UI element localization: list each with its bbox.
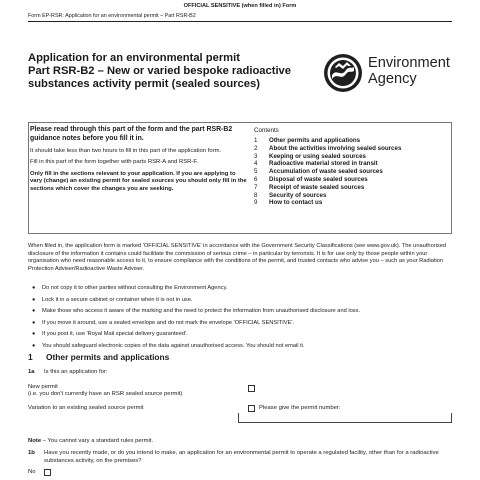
- contents-item-number: 8: [254, 191, 258, 199]
- contents-item-number: 4: [254, 160, 258, 168]
- list-item: [28, 341, 452, 353]
- list-item: [28, 306, 452, 318]
- header-divider: [28, 21, 452, 22]
- section-1-heading: [28, 352, 169, 362]
- contents-item-label: About the activities involving sealed sources: [269, 144, 402, 152]
- contents-item[interactable]: [254, 184, 450, 192]
- bullet-text: If you move it around, use a sealed envelope and do not mark the envelope 'OFFICIAL SENSITIVE'.: [42, 319, 295, 326]
- contents-item-label: How to contact us: [269, 199, 323, 207]
- note-label: Note: [28, 438, 42, 444]
- contents-item-number: 9: [254, 199, 258, 207]
- contents-item-number: 7: [254, 183, 258, 191]
- question-1a: [28, 369, 108, 375]
- logo-line-2: Agency: [368, 70, 417, 87]
- question-number: 1a: [28, 369, 35, 375]
- permit-number-field[interactable]: [238, 413, 452, 423]
- environment-agency-logo-icon: [323, 53, 363, 93]
- question-number: 1b: [28, 450, 35, 456]
- security-intro: When filled in, the application form is marked 'OFFICIAL SENSITIVE' in accordance with the Government Security Classifications (see www.gov.uk). The unauthorised disclosure of the information it contains could facilitate the commission of serious crime – in particular by terrorists. It is for use only by those people within your organisation who need reasonable access to it, to ensure compliance with the conditions of the permit, and trusted contacts who advise you – such as your Radiation Protection Adviser/Radioactive Waste Adviser.: [28, 243, 447, 272]
- contents-item[interactable]: [254, 137, 450, 145]
- new-permit-checkbox[interactable]: [248, 385, 255, 392]
- section-number: 1: [28, 352, 33, 362]
- contents-item[interactable]: [254, 168, 450, 176]
- contents-item[interactable]: [254, 192, 450, 200]
- contents-title: Contents: [254, 127, 279, 134]
- contents-item-label: Radioactive material stored in transit: [269, 160, 378, 168]
- security-bullets: [28, 283, 452, 353]
- logo-line-1: Environment: [368, 55, 450, 71]
- permit-number-prompt: Please give the permit number:: [259, 405, 341, 411]
- environment-agency-logo: [323, 53, 455, 93]
- guidance-lead: Please read through this part of the form and the part RSR-B2 guidance notes before you fill it in.: [30, 126, 233, 142]
- list-item: [28, 329, 452, 341]
- bullet-text: Lock it in a secure cabinet or container when it is not in use.: [42, 296, 193, 303]
- page-title: [28, 52, 298, 92]
- question-text: Is this an application for:: [44, 369, 108, 375]
- contents-item-label: Receipt of waste sealed sources: [269, 183, 365, 191]
- guidance-time: It should take less than two hours to fill in this part of the application form.: [30, 147, 222, 154]
- no-option-label: No: [28, 469, 36, 475]
- contents-item-label: Disposal of waste sealed sources: [269, 175, 368, 183]
- option-variation-label: Variation to an existing sealed source permit: [28, 405, 144, 411]
- no-checkbox[interactable]: [44, 469, 51, 476]
- logo-wordmark: [368, 56, 450, 87]
- bullet-text: You should safeguard electronic copies of the data against unauthorised access. You should not email it.: [42, 342, 305, 349]
- bullet-icon: ●: [32, 285, 36, 291]
- note-text: – You cannot vary a standard rules permit.: [41, 438, 154, 444]
- title-line-2: Part RSR-B2 – New or varied bespoke radioactive substances activity permit (sealed sources): [28, 65, 292, 91]
- contents-item[interactable]: [254, 199, 450, 207]
- list-item: [28, 318, 452, 330]
- bullet-text: Do not copy it to other parties without consulting the Environment Agency.: [42, 285, 228, 291]
- guidance-parts: Fill in this part of the form together with parts RSR-A and RSR-F.: [30, 159, 198, 166]
- bullet-icon: ●: [32, 296, 36, 303]
- contents-item-label: Other permits and applications: [269, 137, 361, 144]
- contents-item[interactable]: [254, 145, 450, 153]
- contents-item-number: 6: [254, 175, 258, 183]
- contents-item-label: Keeping or using sealed sources: [269, 152, 366, 160]
- title-line-1: Application for an environmental permit: [28, 52, 240, 64]
- contents-item-number: 5: [254, 168, 258, 176]
- contents-item-label: Accumulation of waste sealed sources: [269, 168, 383, 176]
- contents-item-number: 3: [254, 152, 258, 160]
- bullet-icon: ●: [32, 308, 36, 315]
- bullet-icon: ●: [32, 319, 36, 326]
- guidance-notes: [30, 126, 248, 198]
- contents-item[interactable]: [254, 153, 450, 161]
- section-title: Other permits and applications: [46, 352, 170, 362]
- form-reference: Form EP-RSR: Application for an environmental permit – Part RSR-B2: [28, 13, 196, 19]
- bullet-icon: ●: [32, 342, 36, 349]
- option-new-permit-line-1: New permit: [28, 384, 58, 390]
- bullet-icon: ●: [32, 331, 36, 338]
- contents-list: [254, 127, 450, 207]
- contents-item-label: Security of sources: [269, 191, 327, 199]
- note: [28, 438, 153, 444]
- bullet-text: Make those who access it aware of the marking and the need to protect the information from unauthorised disclosure and loss.: [42, 308, 361, 315]
- contents-item[interactable]: [254, 160, 450, 168]
- option-new-permit-label: [28, 384, 182, 399]
- bullet-text: If you post it, use 'Royal Mail special delivery guaranteed'.: [42, 331, 188, 338]
- variation-checkbox[interactable]: [248, 405, 255, 412]
- list-item: [28, 283, 452, 295]
- contents-item-number: 2: [254, 144, 258, 152]
- option-new-permit-line-2: (i.e. you don't currently have an RSR sealed source permit): [28, 391, 183, 398]
- guidance-sections: Only fill in the sections relevant to your application. If you are applying to vary (change) an existing permit for sealed sources you should only fill in the sections which cover the changes you are seeking.: [30, 170, 247, 192]
- question-1b: [28, 450, 452, 465]
- security-marking: OFFICIAL SENSITIVE (when filled in) Form: [183, 3, 297, 9]
- question-text: Have you recently made, or do you intend to make, an application for an environmental permit to operate a regulated facility, other than for a radioactive substances activity, on the premises?: [44, 450, 439, 464]
- contents-item[interactable]: [254, 176, 450, 184]
- contents-item-number: 1: [254, 137, 258, 144]
- list-item: [28, 295, 452, 307]
